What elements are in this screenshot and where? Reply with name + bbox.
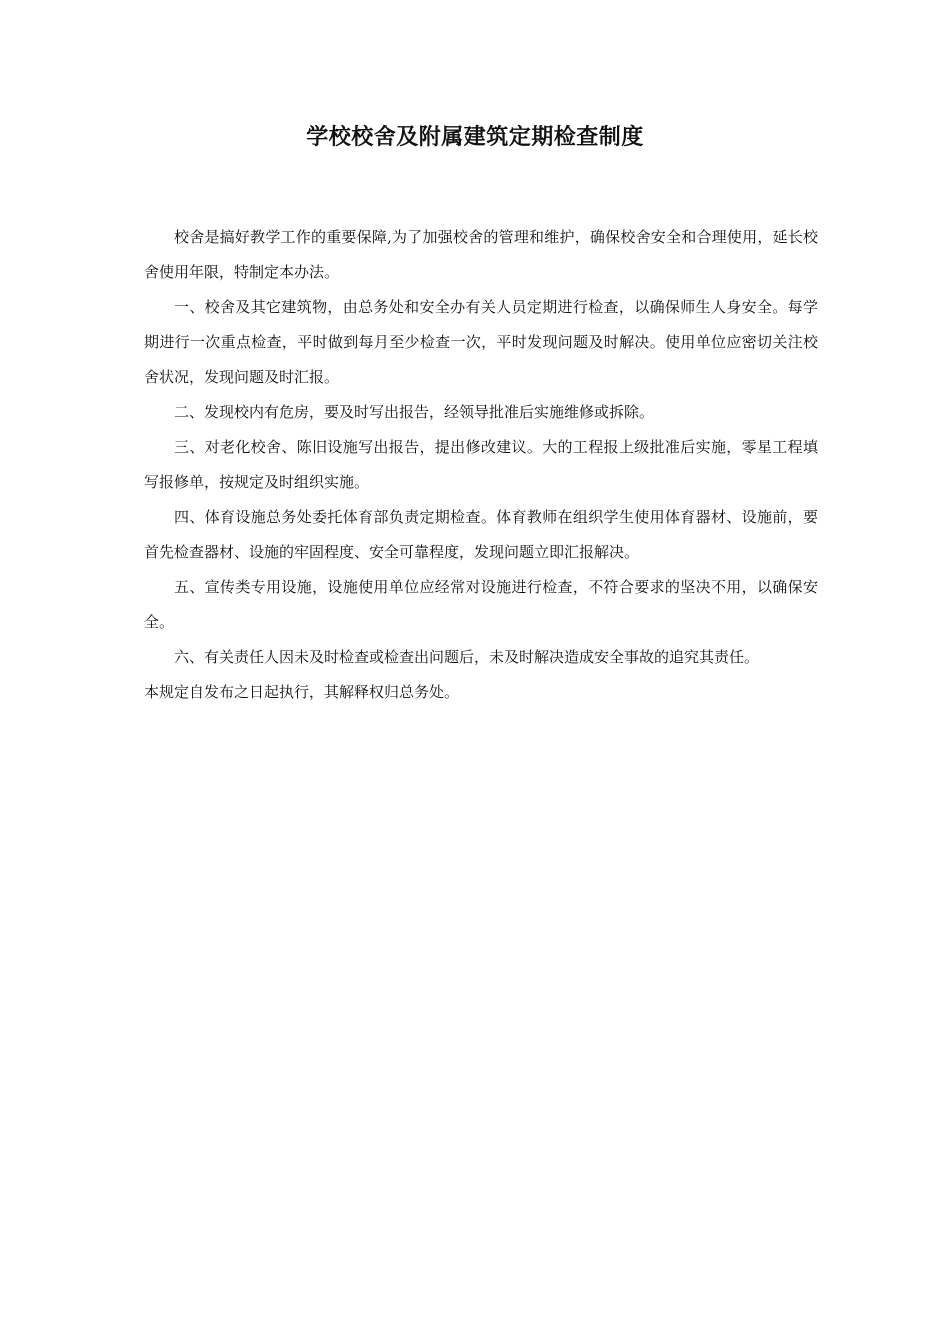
paragraph-item-5: 五、宣传类专用设施，设施使用单位应经常对设施进行检查，不符合要求的坚决不用，以确保安全。 bbox=[144, 578, 818, 631]
paragraph-item-4: 四、体育设施总务处委托体育部负责定期检查。体育教师在组织学生使用体育器材、设施前，要首先检查器材、设施的牢固程度、安全可靠程度，发现问题立即汇报解决。 bbox=[144, 508, 818, 561]
paragraph-closing: 本规定自发布之日起执行，其解释权归总务处。 bbox=[144, 683, 460, 701]
paragraph-intro: 校舍是搞好教学工作的重要保障,为了加强校舍的管理和维护，确保校舍安全和合理使用，延长校舍使用年限，特制定本办法。 bbox=[144, 228, 818, 281]
paragraph-item-6: 六、有关责任人因未及时检查或检查出问题后，未及时解决造成安全事故的追究其责任。 bbox=[174, 648, 760, 666]
paragraph-item-3: 三、对老化校舍、陈旧设施写出报告，提出修改建议。大的工程报上级批准后实施，零星工程填写报修单，按规定及时组织实施。 bbox=[144, 438, 818, 491]
paragraph-item-2: 二、发现校内有危房，要及时写出报告，经领导批准后实施维修或拆除。 bbox=[174, 403, 655, 421]
document-title: 学校校舍及附属建筑定期检查制度 bbox=[306, 124, 644, 150]
document-body bbox=[144, 220, 818, 710]
paragraph-item-1: 一、校舍及其它建筑物，由总务处和安全办有关人员定期进行检查，以确保师生人身安全。每学期进行一次重点检查，平时做到每月至少检查一次，平时发现问题及时解决。使用单位应密切关注校舍状况，发现问题及时汇报。 bbox=[144, 298, 818, 386]
